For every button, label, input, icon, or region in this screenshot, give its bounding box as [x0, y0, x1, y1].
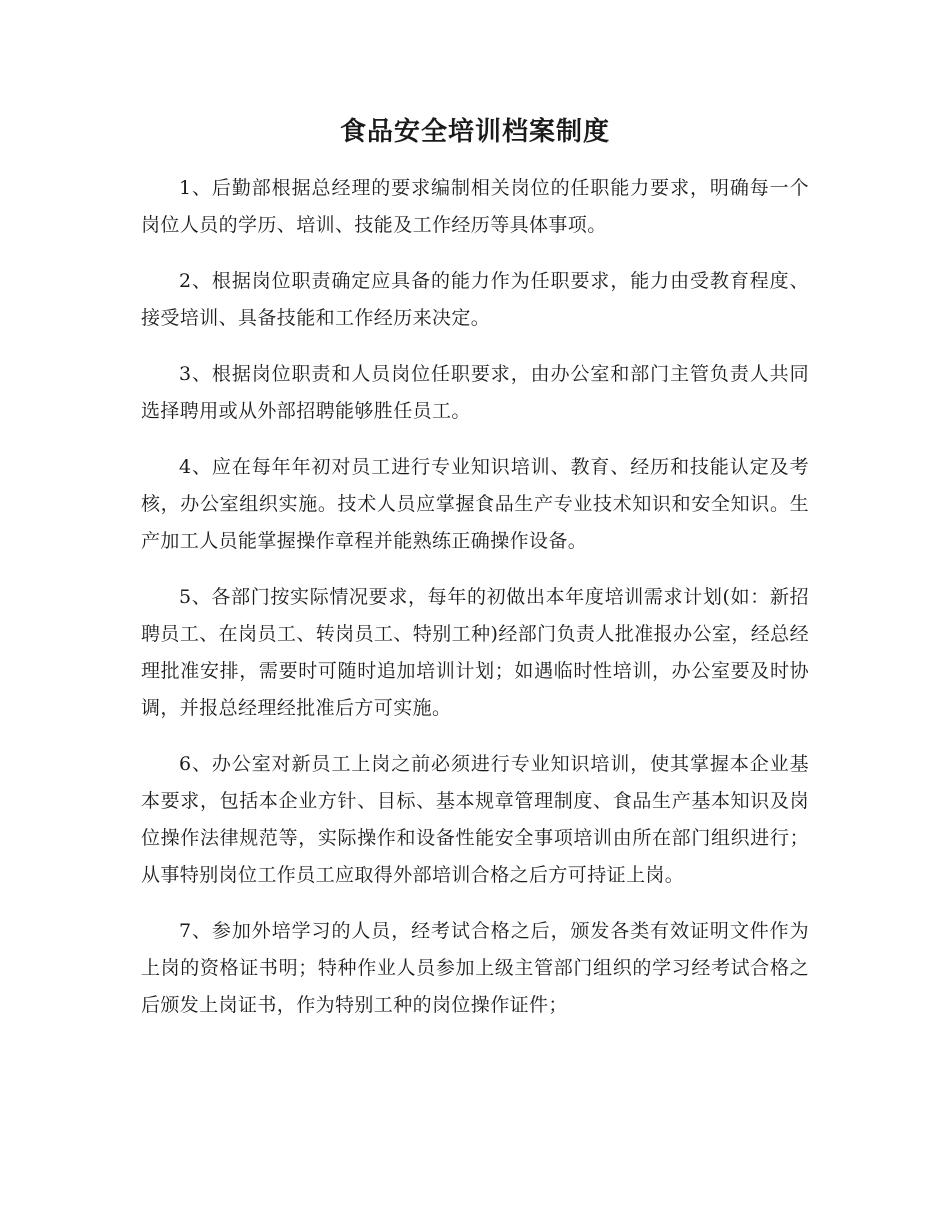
paragraph-2: 2、根据岗位职责确定应具备的能力作为任职要求，能力由受教育程度、接受培训、具备技能和工作经历来决定。 — [141, 270, 809, 329]
paragraph-3: 3、根据岗位职责和人员岗位任职要求，由办公室和部门主管负责人共同选择聘用或从外部招聘能够胜任员工。 — [141, 363, 809, 422]
paragraph-5: 5、各部门按实际情况要求，每年的初做出本年度培训需求计划(如：新招聘员工、在岗员工、转岗员工、特别工种)经部门负责人批准报办公室，经总经理批准安排，需要时可随时追加培训计划；如遇临时性培训，办公室要及时协调，并报总经理经批准后方可实施。 — [141, 586, 809, 719]
document-page — [141, 108, 809, 1043]
document-body — [141, 170, 809, 1024]
document-title: 食品安全培训档案制度 — [339, 117, 610, 147]
paragraph-4: 4、应在每年年初对员工进行专业知识培训、教育、经历和技能认定及考核，办公室组织实施。技术人员应掌握食品生产专业技术知识和安全知识。生产加工人员能掌握操作章程并能熟练正确操作设备。 — [141, 456, 809, 552]
paragraph-1: 1、后勤部根据总经理的要求编制相关岗位的任职能力要求，明确每一个岗位人员的学历、培训、技能及工作经历等具体事项。 — [141, 177, 809, 236]
paragraph-7: 7、参加外培学习的人员，经考试合格之后，颁发各类有效证明文件作为上岗的资格证书明；特种作业人员参加上级主管部门组织的学习经考试合格之后颁发上岗证书，作为特别工种的岗位操作证件； — [141, 920, 809, 1016]
paragraph-6: 6、办公室对新员工上岗之前必须进行专业知识培训，使其掌握本企业基本要求，包括本企业方针、目标、基本规章管理制度、食品生产基本知识及岗位操作法律规范等，实际操作和设备性能安全事项培训由所在部门组织进行；从事特别岗位工作员工应取得外部培训合格之后方可持证上岗。 — [141, 753, 809, 886]
